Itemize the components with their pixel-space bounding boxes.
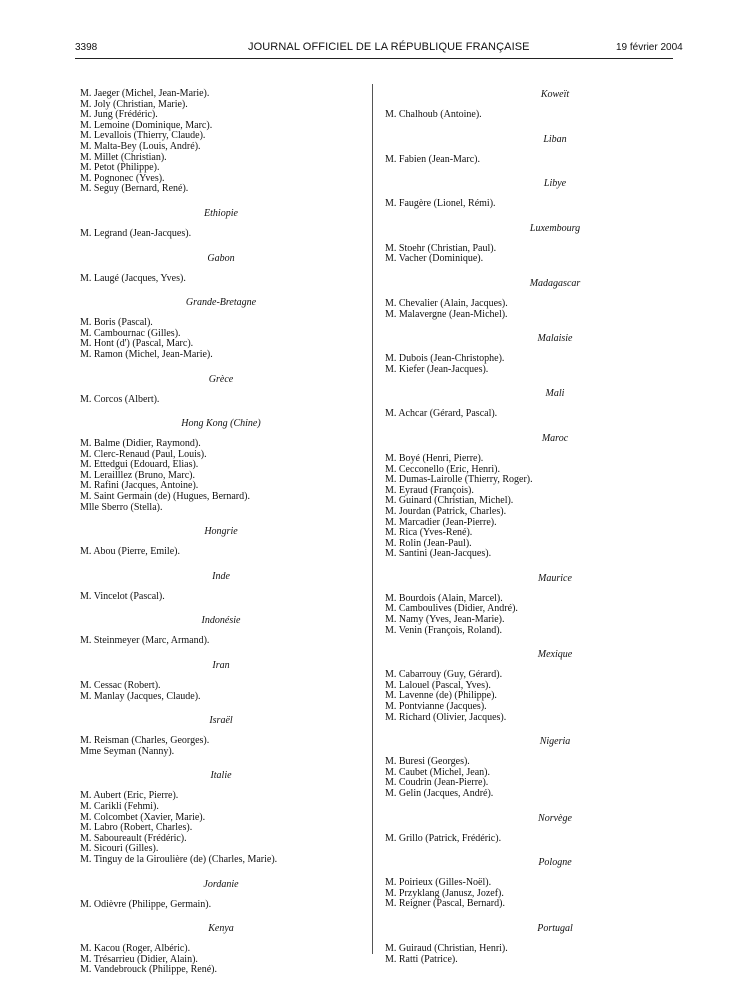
person-entry: M. Jung (Frédéric).	[80, 109, 158, 121]
country-heading: Madagascar	[529, 277, 581, 289]
publication-date: 19 février 2004	[616, 42, 683, 53]
person-entry: M. Vandebrouck (Philippe, René).	[80, 964, 218, 976]
country-heading: Maroc	[541, 432, 569, 444]
country-heading: Hong Kong (Chine)	[181, 418, 261, 430]
person-entry: M. Przyklang (Janusz, Jozef).	[385, 887, 504, 899]
person-entry: M. Buresi (Georges).	[385, 756, 470, 768]
country-heading: Libye	[543, 178, 567, 190]
person-entry: M. Rica (Yves-René).	[385, 527, 473, 539]
person-entry: M. Faugère (Lionel, Rémi).	[385, 198, 496, 210]
person-entry: M. Jaeger (Michel, Jean-Marie).	[80, 88, 210, 99]
country-heading: Koweït	[540, 89, 570, 100]
person-entry: M. Millet (Christian).	[80, 151, 167, 163]
person-entry: M. Coudrin (Jean-Pierre).	[385, 777, 489, 789]
person-entry: M. Reisman (Charles, Georges).	[80, 735, 210, 747]
person-entry: M. Laugé (Jacques, Yves).	[80, 272, 186, 284]
person-entry: M. Abou (Pierre, Emile).	[80, 546, 180, 558]
person-entry: M. Lerailllez (Bruno, Marc).	[80, 469, 195, 481]
page-number: 3398	[75, 42, 98, 53]
person-entry: M. Trésarrieu (Didier, Alain).	[80, 953, 198, 965]
person-entry: M. Joly (Christian, Marie).	[80, 98, 188, 110]
person-entry: M. Ratti (Patrice).	[385, 953, 458, 965]
person-entry: M. Venin (François, Roland).	[385, 624, 503, 636]
person-entry: M. Lalouel (Pascal, Yves).	[385, 679, 491, 691]
country-heading: Iran	[212, 660, 230, 672]
person-entry: M. Sicouri (Gilles).	[80, 843, 159, 855]
person-entry: M. Carikli (Fehmi).	[80, 801, 159, 812]
person-entry: M. Ramon (Michel, Jean-Marie).	[80, 348, 213, 360]
person-entry: M. Vacher (Dominique).	[385, 253, 484, 265]
country-heading: Gabon	[207, 252, 235, 264]
country-heading: Kenya	[208, 923, 234, 935]
country-heading: Hongrie	[204, 526, 238, 538]
person-entry: M. Pognonec (Yves).	[80, 172, 165, 184]
person-entry: M. Poirieux (Gilles-Noël).	[385, 877, 492, 889]
person-entry: M. Clerc-Renaud (Paul, Louis).	[80, 448, 207, 460]
person-entry: M. Cessac (Robert).	[80, 680, 161, 692]
person-entry: M. Jourdan (Patrick, Charles).	[385, 505, 507, 517]
person-entry: M. Petot (Philippe).	[80, 162, 160, 174]
country-heading: Liban	[543, 133, 567, 145]
person-entry: M. Boyé (Henri, Pierre).	[385, 452, 484, 464]
person-entry: M. Chalhoub (Antoine).	[385, 109, 482, 120]
person-entry: M. Kacou (Roger, Albéric).	[80, 943, 191, 955]
country-heading: Ethiopie	[204, 207, 238, 219]
person-entry: M. Achcar (Gérard, Pascal).	[385, 408, 498, 420]
person-entry: M. Rafini (Jacques, Antoine).	[80, 480, 199, 492]
person-entry: M. Pontvianne (Jacques).	[385, 701, 487, 713]
person-entry: M. Lavenne (de) (Philippe).	[385, 690, 497, 702]
person-entry: M. Guinard (Christian, Michel).	[385, 495, 514, 507]
person-entry: M. Guiraud (Christian, Henri).	[385, 942, 508, 954]
person-entry: M. Labro (Robert, Charles).	[80, 822, 193, 834]
person-entry: M. Cecconello (Eric, Henri).	[385, 463, 500, 475]
person-entry: M. Boris (Pascal).	[80, 317, 153, 329]
person-entry: M. Vincelot (Pascal).	[80, 590, 165, 602]
person-entry: M. Steinmeyer (Marc, Armand).	[80, 635, 210, 647]
person-entry: M. Eyraud (François).	[385, 484, 474, 496]
person-entry: Mlle Sberro (Stella).	[80, 501, 163, 513]
person-entry: M. Ettedgui (Edouard, Elias).	[80, 459, 199, 471]
person-entry: M. Seguy (Bernard, René).	[80, 183, 189, 195]
country-heading: Pologne	[538, 857, 572, 869]
country-heading: Luxembourg	[529, 222, 581, 234]
country-heading: Maurice	[538, 572, 572, 584]
page-header	[0, 0, 748, 60]
person-entry: M. Chevalier (Alain, Jacques).	[385, 297, 508, 309]
country-heading: Grande-Bretagne	[185, 297, 257, 309]
country-heading: Indonésie	[201, 615, 241, 627]
person-entry: M. Malta-Bey (Louis, André).	[80, 140, 201, 152]
person-entry: M. Richard (Olivier, Jacques).	[385, 711, 507, 723]
person-entry: M. Balme (Didier, Raymond).	[80, 438, 201, 450]
person-entry: M. Reigner (Pascal, Bernard).	[385, 898, 505, 910]
country-heading: Inde	[212, 570, 230, 582]
person-entry: M. Gelin (Jacques, André).	[385, 788, 494, 799]
person-entry: M. Dumas-Lairolle (Thierry, Roger).	[385, 474, 533, 486]
country-heading: Nigeria	[539, 736, 571, 748]
person-entry: M. Saint Germain (de) (Hugues, Bernard).	[80, 491, 250, 503]
country-heading: Italie	[210, 770, 232, 782]
header-rule	[75, 58, 673, 59]
country-heading: Malaisie	[537, 333, 573, 345]
person-entry: M. Camboulives (Didier, André).	[385, 603, 518, 615]
country-heading: Norvège	[538, 812, 572, 824]
person-entry: M. Fabien (Jean-Marc).	[385, 153, 480, 165]
person-entry: M. Corcos (Albert).	[80, 393, 160, 405]
person-entry: M. Santini (Jean-Jacques).	[385, 548, 492, 560]
country-heading: Israël	[209, 715, 233, 727]
person-entry: M. Colcombet (Xavier, Marie).	[80, 811, 206, 823]
person-entry: M. Rolin (Jean-Paul).	[385, 537, 472, 549]
person-entry: M. Kiefer (Jean-Jacques).	[385, 363, 489, 375]
person-entry: M. Manlay (Jacques, Claude).	[80, 690, 201, 702]
country-heading: Mali	[545, 388, 565, 400]
person-entry: M. Cambournac (Gilles).	[80, 327, 181, 339]
person-entry: M. Saboureault (Frédéric).	[80, 832, 187, 844]
person-entry: M. Malavergne (Jean-Michel).	[385, 308, 508, 320]
left-column	[80, 89, 370, 976]
person-entry: M. Dubois (Jean-Christophe).	[385, 353, 505, 365]
person-entry: M. Cabarrouy (Guy, Gérard).	[385, 669, 503, 681]
country-heading: Mexique	[537, 649, 573, 661]
person-entry: M. Grillo (Patrick, Frédéric).	[385, 832, 502, 844]
person-entry: M. Levallois (Thierry, Claude).	[80, 130, 206, 142]
person-entry: M. Legrand (Jean-Jacques).	[80, 227, 192, 239]
person-entry: M. Hont (d') (Pascal, Marc).	[80, 338, 194, 350]
person-entry: M. Odièvre (Philippe, Germain).	[80, 898, 212, 910]
journal-title: JOURNAL OFFICIEL DE LA RÉPUBLIQUE FRANÇAISE	[248, 41, 530, 53]
right-column	[385, 89, 675, 965]
person-entry: M. Bourdois (Alain, Marcel).	[385, 592, 503, 604]
person-entry: M. Tinguy de la Giroulière (de) (Charles, Marie).	[80, 853, 278, 865]
person-entry: M. Stoehr (Christian, Paul).	[385, 242, 497, 254]
country-heading: Portugal	[537, 922, 573, 934]
person-entry: M. Lemoine (Dominique, Marc).	[80, 119, 213, 131]
column-separator	[372, 84, 373, 954]
person-entry: M. Namy (Yves, Jean-Marie).	[385, 614, 505, 626]
person-entry: M. Marcadier (Jean-Pierre).	[385, 516, 497, 528]
person-entry: M. Caubet (Michel, Jean).	[385, 766, 490, 778]
person-entry: Mme Seyman (Nanny).	[80, 745, 175, 757]
country-heading: Grèce	[208, 373, 234, 385]
country-heading: Jordanie	[203, 878, 239, 890]
person-entry: M. Aubert (Eric, Pierre).	[80, 790, 179, 802]
